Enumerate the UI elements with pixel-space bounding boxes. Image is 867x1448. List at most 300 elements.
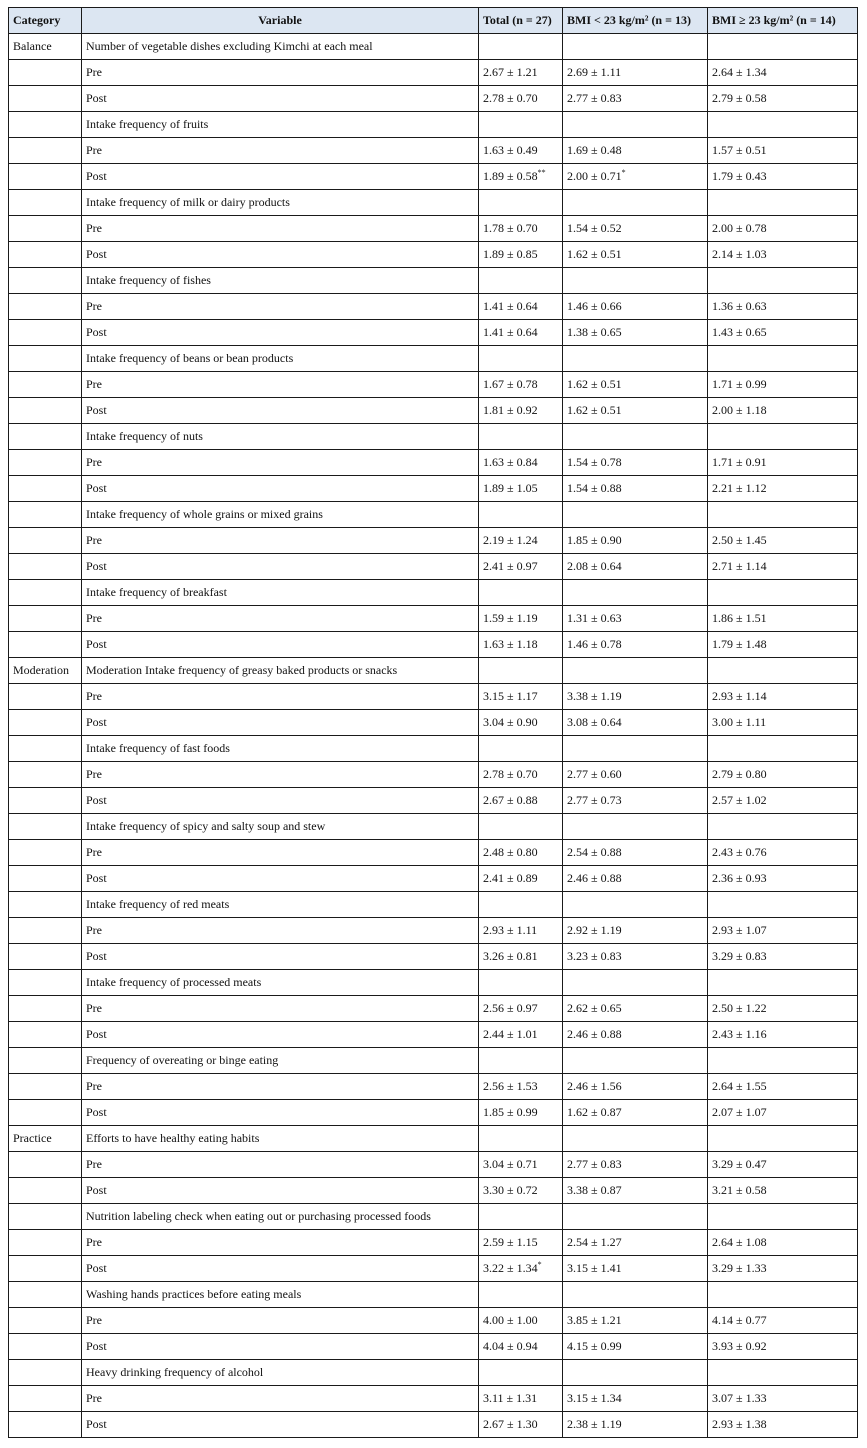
bmi-high-cell bbox=[708, 710, 858, 736]
pre-row bbox=[9, 840, 858, 866]
category-cell bbox=[9, 320, 82, 346]
bmi-high-cell bbox=[708, 190, 858, 216]
variable-cell-value: Efforts to have healthy eating habits bbox=[86, 1131, 260, 1145]
bmi-low-cell bbox=[563, 346, 708, 372]
bmi-low-cell-value: 1.54 ± 0.78 bbox=[567, 455, 622, 469]
timepoint-cell-value: Post bbox=[86, 481, 107, 495]
total-cell-value: 1.63 ± 0.84 bbox=[483, 455, 538, 469]
timepoint-cell bbox=[82, 86, 479, 112]
category-cell bbox=[9, 684, 82, 710]
timepoint-cell-value: Post bbox=[86, 637, 107, 651]
timepoint-cell-value: Pre bbox=[86, 689, 102, 703]
total-cell bbox=[479, 372, 563, 398]
timepoint-cell bbox=[82, 606, 479, 632]
timepoint-cell bbox=[82, 918, 479, 944]
post-row bbox=[9, 944, 858, 970]
timepoint-cell-value: Post bbox=[86, 169, 107, 183]
results-table bbox=[8, 7, 858, 1438]
total-cell bbox=[479, 1204, 563, 1230]
total-cell bbox=[479, 424, 563, 450]
bmi-low-cell bbox=[563, 1308, 708, 1334]
variable-cell-value: Number of vegetable dishes excluding Kimchi at each meal bbox=[86, 39, 373, 53]
post-row bbox=[9, 1334, 858, 1360]
bmi-high-cell bbox=[708, 788, 858, 814]
bmi-high-cell-value: 2.36 ± 0.93 bbox=[712, 871, 767, 885]
bmi-high-cell-value: 2.14 ± 1.03 bbox=[712, 247, 767, 261]
bmi-low-cell-value: 3.15 ± 1.34 bbox=[567, 1391, 622, 1405]
bmi-high-cell bbox=[708, 1386, 858, 1412]
total-cell bbox=[479, 528, 563, 554]
category-cell bbox=[9, 502, 82, 528]
total-cell-value: 2.44 ± 1.01 bbox=[483, 1027, 538, 1041]
bmi-low-cell-value: 2.77 ± 0.73 bbox=[567, 793, 622, 807]
bmi-high-cell bbox=[708, 1100, 858, 1126]
pre-row bbox=[9, 606, 858, 632]
variable-row bbox=[9, 502, 858, 528]
bmi-low-cell bbox=[563, 1022, 708, 1048]
post-row bbox=[9, 398, 858, 424]
timepoint-cell-value: Pre bbox=[86, 1235, 102, 1249]
variable-cell bbox=[82, 1126, 479, 1152]
bmi-high-cell bbox=[708, 1178, 858, 1204]
pre-row bbox=[9, 1152, 858, 1178]
variable-cell bbox=[82, 268, 479, 294]
bmi-low-cell bbox=[563, 1204, 708, 1230]
category-cell bbox=[9, 788, 82, 814]
bmi-low-cell-value: 2.54 ± 1.27 bbox=[567, 1235, 622, 1249]
total-cell-value: 1.63 ± 1.18 bbox=[483, 637, 538, 651]
total-cell-value: 2.41 ± 0.97 bbox=[483, 559, 538, 573]
bmi-high-cell bbox=[708, 1360, 858, 1386]
category-cell bbox=[9, 632, 82, 658]
bmi-high-cell-value: 3.29 ± 0.83 bbox=[712, 949, 767, 963]
bmi-low-cell bbox=[563, 1282, 708, 1308]
bmi-low-cell bbox=[563, 710, 708, 736]
timepoint-cell bbox=[82, 138, 479, 164]
bmi-high-cell bbox=[708, 60, 858, 86]
table-container bbox=[8, 7, 858, 1438]
timepoint-cell-value: Pre bbox=[86, 1157, 102, 1171]
variable-cell-value: Moderation Intake frequency of greasy baked products or snacks bbox=[86, 663, 398, 677]
bmi-low-cell bbox=[563, 892, 708, 918]
variable-cell bbox=[82, 736, 479, 762]
bmi-low-cell-value: 1.62 ± 0.87 bbox=[567, 1105, 622, 1119]
bmi-high-cell bbox=[708, 320, 858, 346]
timepoint-cell bbox=[82, 1308, 479, 1334]
bmi-high-cell-value: 1.43 ± 0.65 bbox=[712, 325, 767, 339]
category-cell bbox=[9, 1386, 82, 1412]
bmi-high-cell bbox=[708, 658, 858, 684]
post-row bbox=[9, 1022, 858, 1048]
timepoint-cell bbox=[82, 840, 479, 866]
bmi-high-cell bbox=[708, 1022, 858, 1048]
variable-row bbox=[9, 970, 858, 996]
total-cell bbox=[479, 944, 563, 970]
bmi-high-cell-value: 2.79 ± 0.80 bbox=[712, 767, 767, 781]
bmi-low-cell-value: 3.08 ± 0.64 bbox=[567, 715, 622, 729]
bmi-high-cell bbox=[708, 268, 858, 294]
total-cell bbox=[479, 840, 563, 866]
bmi-low-cell bbox=[563, 788, 708, 814]
total-cell bbox=[479, 762, 563, 788]
bmi-low-cell-value: 1.62 ± 0.51 bbox=[567, 403, 622, 417]
total-cell-value: 3.04 ± 0.90 bbox=[483, 715, 538, 729]
bmi-low-cell bbox=[563, 996, 708, 1022]
category-cell bbox=[9, 1204, 82, 1230]
category-cell-value: Moderation bbox=[13, 663, 69, 677]
pre-row bbox=[9, 1386, 858, 1412]
pre-row bbox=[9, 216, 858, 242]
total-cell bbox=[479, 1256, 563, 1282]
bmi-high-cell bbox=[708, 1412, 858, 1438]
total-cell-value: 4.04 ± 0.94 bbox=[483, 1339, 538, 1353]
timepoint-cell-value: Pre bbox=[86, 1391, 102, 1405]
bmi-low-cell bbox=[563, 1074, 708, 1100]
bmi-low-cell bbox=[563, 632, 708, 658]
total-cell-value: 2.67 ± 1.30 bbox=[483, 1417, 538, 1431]
bmi-low-cell-value: 1.85 ± 0.90 bbox=[567, 533, 622, 547]
bmi-low-cell-value: 3.85 ± 1.21 bbox=[567, 1313, 622, 1327]
total-cell bbox=[479, 1126, 563, 1152]
bmi-high-cell bbox=[708, 1230, 858, 1256]
total-cell bbox=[479, 1308, 563, 1334]
variable-cell-value: Intake frequency of breakfast bbox=[86, 585, 227, 599]
bmi-high-cell bbox=[708, 216, 858, 242]
bmi-low-cell bbox=[563, 164, 708, 190]
bmi-low-cell bbox=[563, 320, 708, 346]
category-cell bbox=[9, 1022, 82, 1048]
post-row bbox=[9, 320, 858, 346]
timepoint-cell bbox=[82, 788, 479, 814]
total-cell bbox=[479, 1100, 563, 1126]
timepoint-cell bbox=[82, 684, 479, 710]
bmi-low-cell bbox=[563, 1126, 708, 1152]
timepoint-cell-value: Pre bbox=[86, 65, 102, 79]
bmi-high-cell bbox=[708, 1282, 858, 1308]
timepoint-cell-value: Pre bbox=[86, 377, 102, 391]
timepoint-cell-value: Pre bbox=[86, 923, 102, 937]
bmi-low-cell-value: 3.23 ± 0.83 bbox=[567, 949, 622, 963]
bmi-high-cell bbox=[708, 632, 858, 658]
timepoint-cell bbox=[82, 1178, 479, 1204]
bmi-low-cell-value: 2.38 ± 1.19 bbox=[567, 1417, 622, 1431]
bmi-low-cell bbox=[563, 60, 708, 86]
variable-cell-value: Intake frequency of processed meats bbox=[86, 975, 262, 989]
bmi-high-cell bbox=[708, 606, 858, 632]
bmi-high-cell bbox=[708, 1126, 858, 1152]
bmi-low-cell bbox=[563, 658, 708, 684]
pre-row bbox=[9, 138, 858, 164]
category-cell bbox=[9, 294, 82, 320]
bmi-low-cell-value: 1.62 ± 0.51 bbox=[567, 247, 622, 261]
total-cell-value: 2.78 ± 0.70 bbox=[483, 767, 538, 781]
table-header bbox=[9, 8, 858, 34]
pre-row bbox=[9, 528, 858, 554]
timepoint-cell bbox=[82, 242, 479, 268]
total-cell-value: 3.15 ± 1.17 bbox=[483, 689, 538, 703]
category-cell bbox=[9, 970, 82, 996]
bmi-low-cell bbox=[563, 1334, 708, 1360]
timepoint-cell-value: Post bbox=[86, 949, 107, 963]
bmi-high-cell bbox=[708, 424, 858, 450]
header-row bbox=[9, 8, 858, 34]
bmi-low-cell-value: 1.46 ± 0.66 bbox=[567, 299, 622, 313]
pre-row bbox=[9, 450, 858, 476]
timepoint-cell bbox=[82, 164, 479, 190]
bmi-low-cell bbox=[563, 190, 708, 216]
bmi-high-cell bbox=[708, 554, 858, 580]
timepoint-cell-value: Pre bbox=[86, 611, 102, 625]
bmi-high-cell-value: 2.43 ± 1.16 bbox=[712, 1027, 767, 1041]
category-cell bbox=[9, 762, 82, 788]
significance-marker: ** bbox=[537, 168, 546, 177]
bmi-low-cell bbox=[563, 840, 708, 866]
bmi-low-cell-value: 2.69 ± 1.11 bbox=[567, 65, 622, 79]
total-cell-value: 3.11 ± 1.31 bbox=[483, 1391, 538, 1405]
variable-cell bbox=[82, 1048, 479, 1074]
bmi-low-cell bbox=[563, 372, 708, 398]
header-category: Category bbox=[9, 8, 82, 34]
bmi-low-cell bbox=[563, 216, 708, 242]
category-cell-value: Practice bbox=[13, 1131, 52, 1145]
timepoint-cell bbox=[82, 632, 479, 658]
timepoint-cell bbox=[82, 1256, 479, 1282]
timepoint-cell bbox=[82, 528, 479, 554]
table-body bbox=[9, 34, 858, 1438]
bmi-low-cell bbox=[563, 1360, 708, 1386]
variable-row bbox=[9, 424, 858, 450]
bmi-low-cell bbox=[563, 814, 708, 840]
category-cell bbox=[9, 658, 82, 684]
total-cell bbox=[479, 892, 563, 918]
category-cell bbox=[9, 866, 82, 892]
bmi-high-cell bbox=[708, 996, 858, 1022]
timepoint-cell-value: Post bbox=[86, 247, 107, 261]
bmi-low-cell bbox=[563, 1048, 708, 1074]
category-cell bbox=[9, 1152, 82, 1178]
timepoint-cell bbox=[82, 1022, 479, 1048]
timepoint-cell-value: Post bbox=[86, 325, 107, 339]
bmi-high-cell bbox=[708, 814, 858, 840]
timepoint-cell-value: Pre bbox=[86, 767, 102, 781]
category-cell bbox=[9, 918, 82, 944]
total-cell bbox=[479, 1074, 563, 1100]
bmi-low-cell-value: 2.00 ± 0.71 bbox=[567, 169, 622, 183]
post-row bbox=[9, 242, 858, 268]
timepoint-cell bbox=[82, 216, 479, 242]
category-cell bbox=[9, 476, 82, 502]
total-cell bbox=[479, 658, 563, 684]
bmi-high-cell-value: 2.64 ± 1.08 bbox=[712, 1235, 767, 1249]
timepoint-cell-value: Post bbox=[86, 1339, 107, 1353]
variable-cell bbox=[82, 502, 479, 528]
total-cell-value: 1.81 ± 0.92 bbox=[483, 403, 538, 417]
bmi-high-cell-value: 1.71 ± 0.91 bbox=[712, 455, 767, 469]
total-cell bbox=[479, 320, 563, 346]
category-cell bbox=[9, 1282, 82, 1308]
bmi-high-cell bbox=[708, 86, 858, 112]
bmi-low-cell bbox=[563, 866, 708, 892]
total-cell bbox=[479, 736, 563, 762]
bmi-low-cell bbox=[563, 1412, 708, 1438]
category-cell bbox=[9, 1048, 82, 1074]
variable-row bbox=[9, 1282, 858, 1308]
timepoint-cell-value: Pre bbox=[86, 143, 102, 157]
category-cell bbox=[9, 112, 82, 138]
bmi-high-cell bbox=[708, 1308, 858, 1334]
timepoint-cell bbox=[82, 996, 479, 1022]
bmi-high-cell bbox=[708, 892, 858, 918]
timepoint-cell bbox=[82, 554, 479, 580]
timepoint-cell-value: Pre bbox=[86, 845, 102, 859]
bmi-high-cell-value: 2.93 ± 1.38 bbox=[712, 1417, 767, 1431]
bmi-high-cell-value: 2.71 ± 1.14 bbox=[712, 559, 767, 573]
bmi-high-cell-value: 1.36 ± 0.63 bbox=[712, 299, 767, 313]
bmi-high-cell-value: 3.93 ± 0.92 bbox=[712, 1339, 767, 1353]
total-cell-value: 1.89 ± 1.05 bbox=[483, 481, 538, 495]
timepoint-cell-value: Post bbox=[86, 1105, 107, 1119]
total-cell-value: 1.67 ± 0.78 bbox=[483, 377, 538, 391]
bmi-low-cell bbox=[563, 1100, 708, 1126]
total-cell-value: 2.48 ± 0.80 bbox=[483, 845, 538, 859]
bmi-low-cell-value: 2.77 ± 0.83 bbox=[567, 1157, 622, 1171]
timepoint-cell-value: Pre bbox=[86, 455, 102, 469]
total-cell bbox=[479, 164, 563, 190]
bmi-high-cell bbox=[708, 138, 858, 164]
header-variable: Variable bbox=[82, 8, 479, 34]
bmi-low-cell bbox=[563, 606, 708, 632]
total-cell-value: 1.89 ± 0.58 bbox=[483, 169, 538, 183]
bmi-high-cell bbox=[708, 476, 858, 502]
total-cell-value: 1.85 ± 0.99 bbox=[483, 1105, 538, 1119]
category-cell bbox=[9, 60, 82, 86]
post-row bbox=[9, 554, 858, 580]
variable-cell bbox=[82, 346, 479, 372]
variable-cell bbox=[82, 970, 479, 996]
bmi-low-cell bbox=[563, 138, 708, 164]
bmi-low-cell-value: 2.77 ± 0.83 bbox=[567, 91, 622, 105]
timepoint-cell-value: Post bbox=[86, 559, 107, 573]
bmi-high-cell bbox=[708, 1074, 858, 1100]
variable-row bbox=[9, 1048, 858, 1074]
bmi-low-cell bbox=[563, 398, 708, 424]
bmi-low-cell bbox=[563, 684, 708, 710]
timepoint-cell bbox=[82, 1074, 479, 1100]
total-cell bbox=[479, 1282, 563, 1308]
timepoint-cell-value: Post bbox=[86, 715, 107, 729]
category-cell bbox=[9, 528, 82, 554]
bmi-high-cell bbox=[708, 372, 858, 398]
bmi-low-cell bbox=[563, 294, 708, 320]
variable-row bbox=[9, 34, 858, 60]
variable-row bbox=[9, 112, 858, 138]
category-cell bbox=[9, 164, 82, 190]
total-cell bbox=[479, 1152, 563, 1178]
category-cell bbox=[9, 1334, 82, 1360]
bmi-low-cell bbox=[563, 736, 708, 762]
total-cell-value: 1.59 ± 1.19 bbox=[483, 611, 538, 625]
bmi-low-cell-value: 1.62 ± 0.51 bbox=[567, 377, 622, 391]
post-row bbox=[9, 1256, 858, 1282]
total-cell bbox=[479, 1022, 563, 1048]
bmi-high-cell-value: 2.93 ± 1.07 bbox=[712, 923, 767, 937]
bmi-low-cell bbox=[563, 476, 708, 502]
variable-row bbox=[9, 268, 858, 294]
total-cell bbox=[479, 268, 563, 294]
timepoint-cell bbox=[82, 372, 479, 398]
pre-row bbox=[9, 762, 858, 788]
timepoint-cell-value: Post bbox=[86, 91, 107, 105]
bmi-high-cell-value: 2.50 ± 1.22 bbox=[712, 1001, 767, 1015]
total-cell bbox=[479, 1386, 563, 1412]
pre-row bbox=[9, 996, 858, 1022]
total-cell bbox=[479, 1048, 563, 1074]
category-cell bbox=[9, 1100, 82, 1126]
timepoint-cell bbox=[82, 1230, 479, 1256]
total-cell bbox=[479, 450, 563, 476]
bmi-low-cell-value: 4.15 ± 0.99 bbox=[567, 1339, 622, 1353]
category-cell bbox=[9, 840, 82, 866]
header-total: Total (n = 27) bbox=[479, 8, 563, 34]
bmi-low-cell-value: 3.38 ± 1.19 bbox=[567, 689, 622, 703]
bmi-high-cell-value: 3.29 ± 0.47 bbox=[712, 1157, 767, 1171]
variable-cell-value: Intake frequency of whole grains or mixed grains bbox=[86, 507, 323, 521]
total-cell-value: 2.67 ± 0.88 bbox=[483, 793, 538, 807]
timepoint-cell-value: Post bbox=[86, 403, 107, 417]
bmi-low-cell bbox=[563, 970, 708, 996]
bmi-low-cell bbox=[563, 944, 708, 970]
bmi-high-cell bbox=[708, 944, 858, 970]
bmi-low-cell bbox=[563, 1152, 708, 1178]
category-cell-value: Balance bbox=[13, 39, 52, 53]
category-cell bbox=[9, 86, 82, 112]
bmi-low-cell-value: 3.38 ± 0.87 bbox=[567, 1183, 622, 1197]
category-cell bbox=[9, 944, 82, 970]
variable-cell-value: Heavy drinking frequency of alcohol bbox=[86, 1365, 264, 1379]
bmi-low-cell bbox=[563, 112, 708, 138]
bmi-high-cell bbox=[708, 346, 858, 372]
timepoint-cell bbox=[82, 866, 479, 892]
total-cell-value: 1.78 ± 0.70 bbox=[483, 221, 538, 235]
bmi-high-cell bbox=[708, 164, 858, 190]
pre-row bbox=[9, 684, 858, 710]
total-cell-value: 2.56 ± 0.97 bbox=[483, 1001, 538, 1015]
variable-cell-value: Intake frequency of milk or dairy products bbox=[86, 195, 290, 209]
bmi-high-cell bbox=[708, 866, 858, 892]
category-cell bbox=[9, 580, 82, 606]
bmi-low-cell bbox=[563, 528, 708, 554]
significance-marker: * bbox=[537, 1260, 542, 1269]
total-cell bbox=[479, 112, 563, 138]
bmi-low-cell bbox=[563, 762, 708, 788]
timepoint-cell bbox=[82, 294, 479, 320]
pre-row bbox=[9, 1308, 858, 1334]
pre-row bbox=[9, 1074, 858, 1100]
category-cell bbox=[9, 996, 82, 1022]
category-cell bbox=[9, 554, 82, 580]
bmi-high-cell-value: 2.64 ± 1.55 bbox=[712, 1079, 767, 1093]
category-cell bbox=[9, 424, 82, 450]
variable-cell-value: Intake frequency of spicy and salty soup and stew bbox=[86, 819, 326, 833]
bmi-low-cell-value: 1.54 ± 0.52 bbox=[567, 221, 622, 235]
timepoint-cell-value: Post bbox=[86, 793, 107, 807]
category-cell bbox=[9, 268, 82, 294]
total-cell-value: 4.00 ± 1.00 bbox=[483, 1313, 538, 1327]
total-cell bbox=[479, 34, 563, 60]
total-cell bbox=[479, 1178, 563, 1204]
bmi-low-cell bbox=[563, 1178, 708, 1204]
variable-cell-value: Intake frequency of fast foods bbox=[86, 741, 230, 755]
